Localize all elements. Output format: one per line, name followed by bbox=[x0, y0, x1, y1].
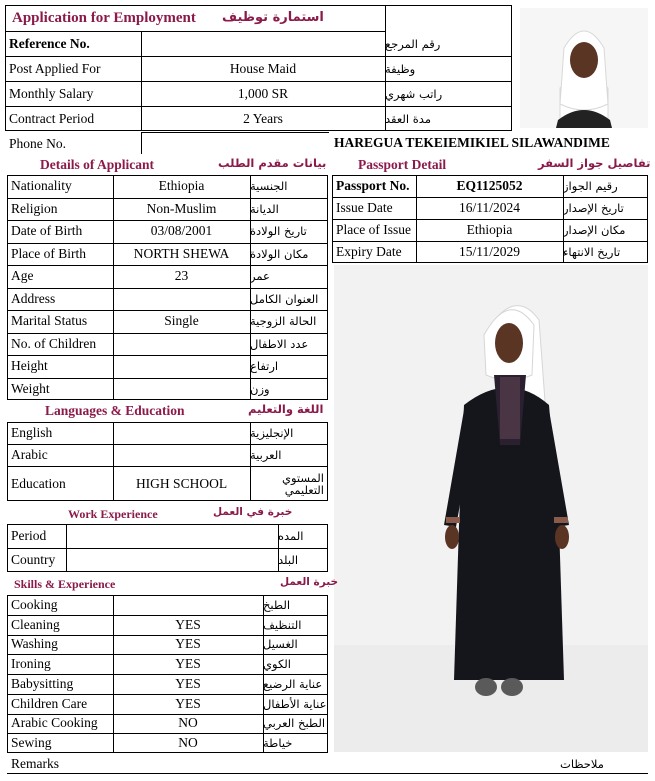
skill-row-value: YES bbox=[175, 636, 201, 652]
details-row-value: Ethiopia bbox=[158, 178, 205, 194]
details-row-label-ar: الجنسية bbox=[250, 179, 288, 194]
details-row-value: Single bbox=[164, 313, 199, 329]
passport-row-label-ar: مكان الإصدار bbox=[563, 223, 626, 237]
details-row-label: Address bbox=[11, 290, 56, 306]
passport-row-value: Ethiopia bbox=[466, 222, 513, 237]
details-row-value: 23 bbox=[174, 268, 189, 284]
applicant-headshot bbox=[520, 8, 648, 128]
language-row-label: Arabic bbox=[11, 447, 48, 462]
top-row-value: House Maid bbox=[229, 60, 297, 76]
skill-row-value bbox=[113, 595, 263, 615]
skill-row-value: YES bbox=[175, 656, 201, 672]
details-row-label: No. of Children bbox=[11, 335, 97, 351]
top-row-value bbox=[141, 31, 385, 56]
applicant-name: HAREGUA TEKEIEMIKIEL SILAWANDIME bbox=[334, 135, 610, 150]
languages-title-ar: اللغة والتعليم bbox=[248, 402, 324, 416]
top-row-label-ar: رقم المرجع bbox=[385, 36, 441, 51]
work-row-label: Country bbox=[11, 552, 56, 567]
language-row-value bbox=[113, 422, 250, 444]
details-row-label: Nationality bbox=[11, 178, 72, 194]
top-row-label-ar: راتب شهري bbox=[385, 86, 443, 101]
details-row-label: Place of Birth bbox=[11, 245, 86, 261]
skill-row-label: Ironing bbox=[11, 656, 51, 672]
top-row-label-ar: مدة العقد bbox=[385, 111, 431, 126]
skills-title-ar: خبرة العمل bbox=[280, 576, 339, 588]
skill-row-value: YES bbox=[175, 695, 201, 711]
skill-row-label-ar: الكوي bbox=[263, 657, 291, 672]
work-row-label-ar: البلد bbox=[278, 553, 299, 567]
language-row-label-ar: العربية bbox=[250, 448, 282, 462]
remarks-label: Remarks bbox=[11, 755, 59, 771]
details-row-label: Height bbox=[11, 358, 48, 374]
details-row-label-ar: وزن bbox=[250, 381, 270, 396]
skill-row-label: Sewing bbox=[11, 735, 52, 751]
skill-row-label: Washing bbox=[11, 636, 58, 652]
top-row-value: 1,000 SR bbox=[237, 85, 289, 101]
passport-row-value: 15/11/2029 bbox=[458, 244, 520, 259]
passport-row-label: Place of Issue bbox=[336, 222, 411, 237]
skill-row-label-ar: الطبخ bbox=[263, 597, 291, 612]
language-row-label-ar: المستوي التعليمي bbox=[281, 470, 324, 497]
top-row-label: Contract Period bbox=[9, 110, 95, 126]
languages-title: Languages & Education bbox=[45, 403, 185, 418]
skills-title: Skills & Experience bbox=[14, 577, 116, 591]
phone-label: Phone No. bbox=[9, 136, 66, 151]
details-row-label-ar: العنوان الكامل bbox=[250, 291, 319, 306]
passport-title-ar: تفاصيل جواز السفر bbox=[538, 156, 651, 170]
passport-row-label-ar: تاريخ الانتهاء bbox=[563, 245, 621, 259]
work-row-value bbox=[66, 524, 278, 548]
details-row-value: Non-Muslim bbox=[146, 200, 217, 216]
language-row-value: HIGH SCHOOL bbox=[135, 475, 228, 491]
details-row-value: NORTH SHEWA bbox=[133, 245, 230, 261]
details-row-label-ar: تاريخ الولادة bbox=[250, 224, 307, 239]
details-row-value bbox=[113, 355, 250, 378]
skill-row-value: NO bbox=[178, 735, 198, 751]
passport-row-label: Expiry Date bbox=[336, 244, 402, 259]
work-row-label: Period bbox=[11, 528, 47, 543]
language-row-label: English bbox=[11, 425, 53, 440]
passport-title: Passport Detail bbox=[358, 157, 447, 172]
passport-row-label: Issue Date bbox=[336, 200, 393, 215]
details-row-label-ar: ارتفاع bbox=[250, 359, 279, 374]
top-row-label: Monthly Salary bbox=[9, 85, 94, 101]
remarks-label-ar: ملاحظات bbox=[560, 756, 604, 771]
work-row-label-ar: المده bbox=[278, 529, 304, 543]
details-row-label: Date of Birth bbox=[11, 223, 83, 239]
skill-row-label: Arabic Cooking bbox=[11, 715, 98, 731]
top-row-label: Post Applied For bbox=[9, 60, 101, 76]
details-row-label: Religion bbox=[11, 200, 58, 216]
skill-row-label-ar: الغسيل bbox=[263, 637, 298, 652]
form-title-ar: استمارة توظيف bbox=[222, 10, 324, 25]
skill-row-value: YES bbox=[175, 675, 201, 691]
passport-row-value: EQ1125052 bbox=[456, 178, 523, 193]
language-row-value bbox=[113, 444, 250, 466]
passport-row-label-ar: رقيم الجواز bbox=[563, 179, 618, 193]
details-row-label-ar: عمر bbox=[250, 269, 270, 284]
skill-row-label-ar: عناية الرضيع bbox=[263, 676, 323, 691]
details-title-ar: بيانات مقدم الطلب bbox=[218, 156, 327, 170]
passport-row-label: Passport No. bbox=[336, 178, 410, 193]
details-row-value bbox=[113, 333, 250, 356]
details-row-label-ar: الديانة bbox=[250, 201, 279, 216]
work-row-value bbox=[66, 548, 278, 572]
top-row-label: Reference No. bbox=[9, 35, 90, 51]
details-row-value bbox=[113, 378, 250, 401]
details-row-label: Marital Status bbox=[11, 313, 88, 329]
language-row-label-ar: الإنجليزية bbox=[250, 426, 294, 440]
skill-row-label-ar: عناية الأطفال bbox=[263, 696, 327, 711]
details-row-label-ar: الحالة الزوجية bbox=[250, 314, 317, 329]
skill-row-label: Cleaning bbox=[11, 616, 60, 632]
skill-row-label-ar: الطبخ العربي bbox=[263, 716, 326, 731]
details-title: Details of Applicant bbox=[40, 157, 155, 172]
form-title: Application for Employment bbox=[12, 10, 196, 26]
details-row-label-ar: عدد الاطفال bbox=[250, 336, 309, 351]
details-row-label: Age bbox=[11, 268, 34, 284]
passport-row-value: 16/11/2024 bbox=[458, 200, 520, 215]
skill-row-value: YES bbox=[175, 616, 201, 632]
language-row-label: Education bbox=[11, 475, 66, 491]
work-title-ar: خبرة في العمل bbox=[213, 506, 293, 518]
top-row-value: 2 Years bbox=[243, 110, 283, 126]
applicant-full-photo bbox=[334, 265, 648, 752]
details-row-value bbox=[113, 288, 250, 311]
details-row-value: 03/08/2001 bbox=[150, 223, 213, 239]
details-row-label: Weight bbox=[11, 380, 50, 396]
skill-row-label-ar: التنظيف bbox=[263, 617, 302, 632]
passport-row-label-ar: تاريخ الإصدار bbox=[563, 201, 624, 215]
skill-row-label: Babysitting bbox=[11, 675, 74, 691]
details-row-label-ar: مكان الولادة bbox=[250, 246, 309, 261]
work-title: Work Experience bbox=[68, 507, 158, 521]
remarks-row bbox=[7, 753, 648, 774]
skill-row-label-ar: خياطة bbox=[263, 736, 293, 751]
skill-row-value: NO bbox=[178, 715, 198, 731]
skill-row-label: Children Care bbox=[11, 695, 88, 711]
skill-row-label: Cooking bbox=[11, 596, 58, 612]
top-row-label-ar: وظيفة bbox=[385, 61, 416, 76]
